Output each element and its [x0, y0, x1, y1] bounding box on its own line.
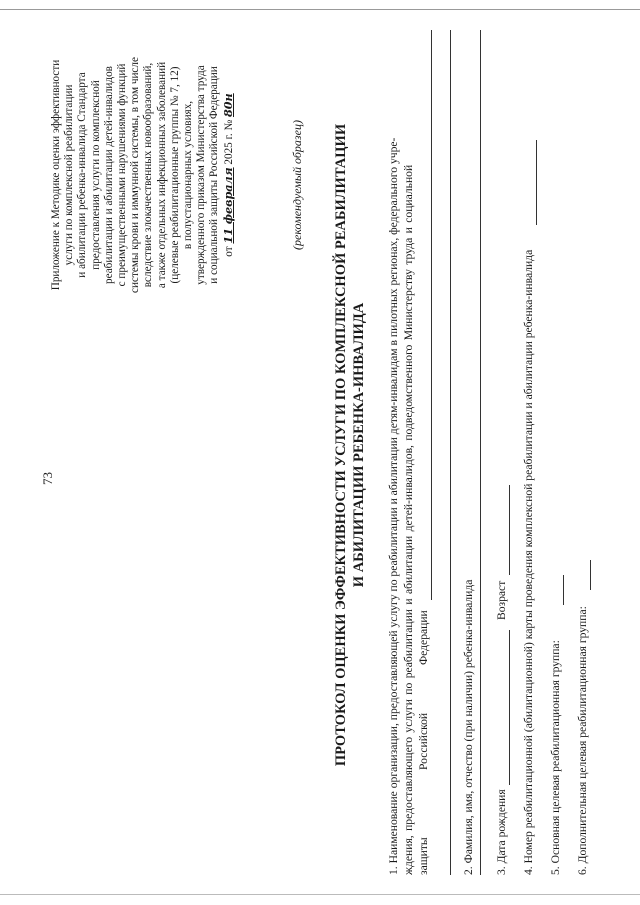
field-1-line-2: ждения, предоставляющего услуги по реабилитации и абилитации детей-инвалидов, подведомственного Министерству труда и социальной — [402, 164, 415, 875]
appendix-line: реабилитации и абилитации детей-инвалидов — [102, 66, 115, 284]
order-prefix: от — [222, 246, 235, 257]
scan-edge-line — [0, 894, 640, 895]
field-1-extra-line[interactable] — [450, 30, 451, 875]
document-title — [332, 95, 368, 795]
birth-date-label: 3. Дата рождения — [495, 789, 508, 875]
order-mid: 2025 г. № — [222, 119, 235, 165]
card-number-field[interactable] — [536, 140, 537, 225]
appendix-line: в полустационарных условиях, — [182, 100, 195, 250]
age-field[interactable] — [509, 485, 510, 575]
title-line-1: ПРОТОКОЛ ОЦЕНКИ ЭФФЕКТИВНОСТИ УСЛУГИ ПО КОМПЛЕКСНОЙ РЕАБИЛИТАЦИИ — [333, 123, 349, 767]
age-label: Возраст — [495, 580, 508, 620]
field-6-label: 6. Дополнительная целевая реабилитационная группа: — [576, 606, 589, 875]
field-1-line-3a: защиты — [417, 837, 430, 875]
field-5-label: 5. Основная целевая реабилитационная группа: — [549, 640, 562, 875]
field-1-line-3b: Российской — [417, 712, 430, 770]
order-number-handwritten: 80н — [220, 93, 235, 118]
scan-edge-line — [0, 9, 640, 10]
extra-group-field[interactable] — [590, 560, 591, 590]
page-number: 73 — [40, 472, 55, 485]
sample-note: (рекомендуемый образец) — [290, 120, 304, 250]
main-group-field[interactable] — [563, 575, 564, 605]
birth-date-field[interactable] — [509, 630, 510, 785]
appendix-line: а также отдельных инфекционных заболеваний — [155, 61, 168, 289]
field-1-answer-line[interactable] — [431, 30, 432, 600]
appendix-line: с преимущественными нарушениями функций — [116, 63, 129, 287]
appendix-header — [50, 5, 236, 345]
appendix-line: услуги по комплексной реабилитации — [63, 84, 76, 266]
appendix-line: и абилитации ребенка-инвалида Стандарта — [76, 72, 89, 278]
appendix-line: системы крови и иммунной системы, в том числе — [129, 57, 142, 293]
field-2-label: 2. Фамилия, имя, отчество (при наличии) ребенка-инвалида — [462, 579, 475, 875]
appendix-line: (целевые реабилитационные группы № 7, 12) — [168, 66, 181, 284]
appendix-line: утвержденного приказом Министерства труда — [195, 65, 208, 285]
appendix-line: и социальной защиты Российской Федерации — [208, 66, 221, 284]
order-line — [222, 5, 236, 345]
appendix-line: предоставления услуги по комплексной — [89, 80, 102, 270]
title-line-2: И АБИЛИТАЦИИ РЕБЕНКА-ИНВАЛИДА — [351, 302, 367, 588]
appendix-line: вследствие злокачественных новообразований, — [142, 62, 155, 288]
field-1-line-1: 1. Наименование организации, предоставляющей услугу по реабилитации и абилитации детям-инвалидам в пилотных регионах, федерального учре- — [387, 137, 400, 875]
field-4-label: 4. Номер реабилитационной (абилитационной) карты проведения комплексной реабилитации и абилитации ребенка-инвалида — [522, 249, 535, 875]
order-date-handwritten: 11 февраля — [220, 167, 235, 244]
field-1-line-3c: Федерации — [417, 610, 430, 665]
field-2-answer-line[interactable] — [480, 30, 481, 875]
appendix-line: Приложение к Методике оценки эффективности — [50, 59, 62, 291]
